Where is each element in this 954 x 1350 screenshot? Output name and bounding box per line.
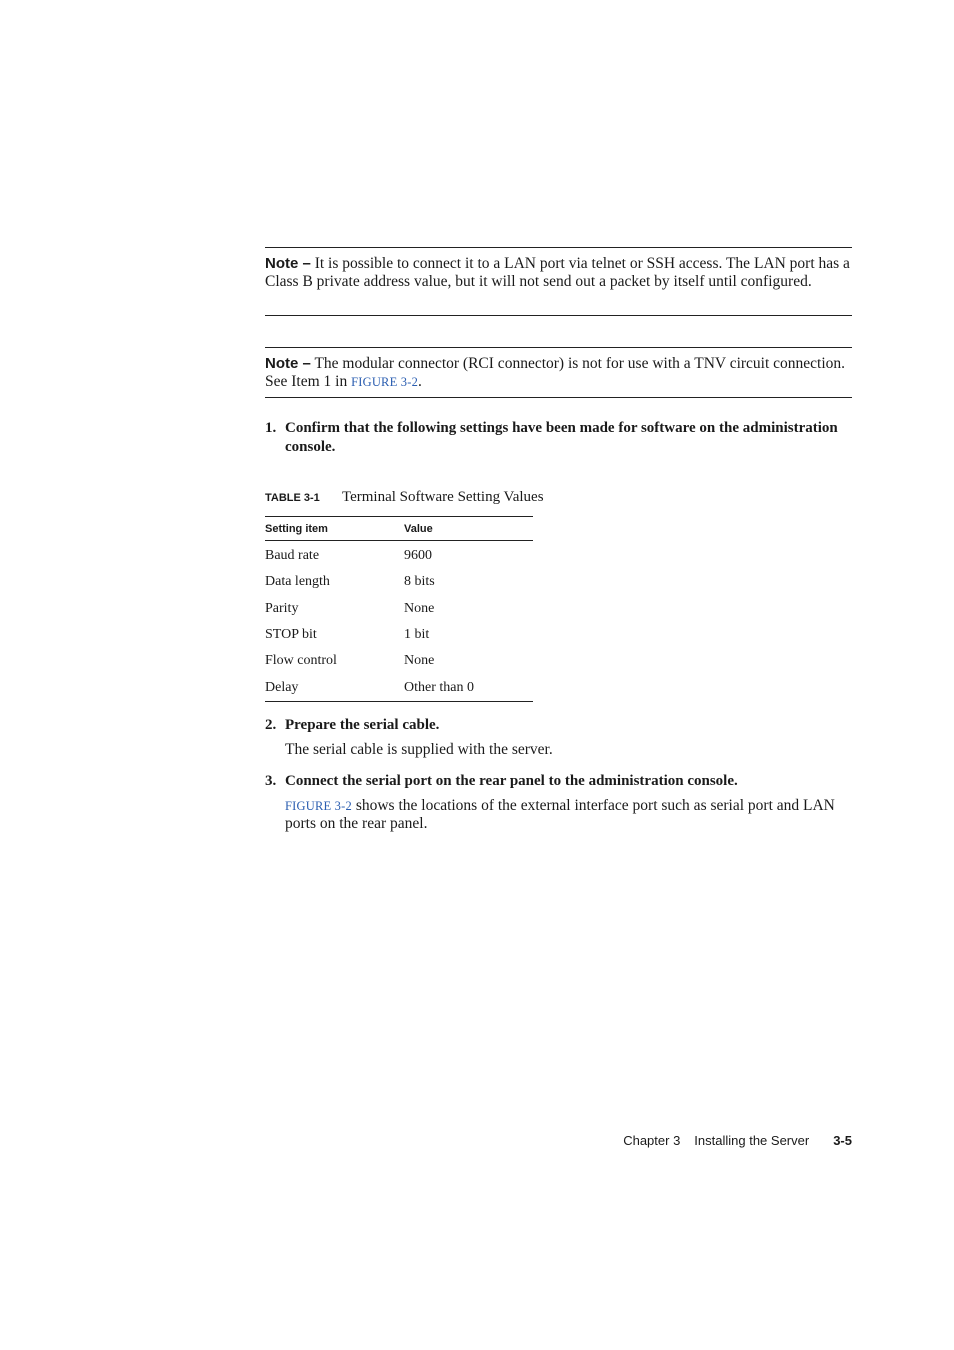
step-title-text: Connect the serial port on the rear panel to the administration console. [285,773,738,789]
value-cell: 8 bits [404,574,435,590]
setting-cell: Delay [265,679,299,695]
step-body: The serial cable is supplied with the server. [285,741,553,758]
step-number: 3. [265,773,277,789]
setting-cell: Flow control [265,653,337,669]
step-number: 1. [265,420,277,436]
table-row [265,674,533,701]
value-cell: None [404,653,435,669]
value-cell: 9600 [404,548,432,564]
column-header-value: Value [404,517,533,541]
note-text-end: . [418,373,422,390]
table-row [265,622,533,648]
table-row [265,569,533,595]
note-label: Note – [265,355,311,372]
table-caption [265,488,544,507]
note-text: The modular connector (RCI connector) is not for use with a TNV circuit connection. See Item 1 in [265,355,846,390]
note-label: Note – [265,255,311,272]
value-cell: 1 bit [404,627,430,643]
step-title [265,716,852,735]
column-header-setting: Setting item [265,517,404,541]
page-footer [623,1133,852,1148]
note-lan-access [265,247,852,316]
step-title [265,772,852,791]
table-row [265,541,533,570]
step-title-text: Prepare the serial cable. [285,717,440,733]
terminal-settings-table [265,516,533,702]
step-2 [265,716,852,759]
table-caption-title: Terminal Software Setting Values [342,489,544,505]
step-number: 2. [265,717,277,733]
figure-3-2-link[interactable]: FIGURE 3-2 [285,799,352,813]
table-caption-label: TABLE 3-1 [265,492,320,504]
step-body-text: shows the locations of the external interface port such as serial port and LAN ports on the rear panel. [285,797,835,832]
page-number: 3-5 [833,1133,852,1148]
table-row [265,596,533,622]
figure-3-2-link[interactable]: FIGURE 3-2 [351,375,419,389]
setting-cell: Parity [265,600,299,616]
setting-cell: STOP bit [265,627,317,643]
setting-cell: Data length [265,574,330,590]
step-title-text: Confirm that the following settings have been made for software on the administration console. [285,420,838,455]
table-header-row [265,517,533,541]
footer-chapter: Chapter 3 [623,1133,681,1148]
step-body [265,797,852,833]
step-title [265,419,852,457]
note-text: It is possible to connect it to a LAN port via telnet or SSH access. The LAN port has a Class B private address value, but it will not send out a packet by itself until configured. [265,255,850,290]
step-1 [265,419,852,457]
note-rci-connector [265,347,852,398]
setting-cell: Baud rate [265,548,320,564]
value-cell: None [404,600,435,616]
value-cell: Other than 0 [404,679,474,695]
step-3 [265,772,852,833]
table-row [265,648,533,674]
footer-chapter-title: Installing the Server [694,1133,810,1148]
